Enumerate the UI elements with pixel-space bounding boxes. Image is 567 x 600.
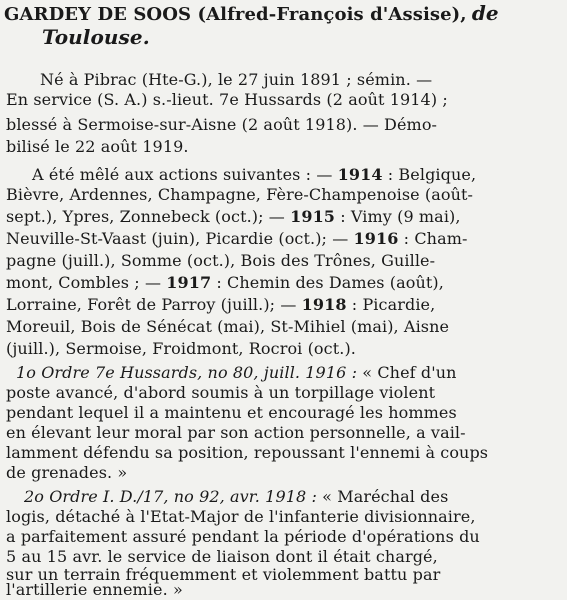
- actions-l3-a: sept.), Ypres, Zonnebeck (oct.); —: [6, 207, 285, 226]
- bio-line-1: Né à Pibrac (Hte-G.), le 27 juin 1891 ; sémin. —: [40, 70, 433, 89]
- citation1-line-1: [16, 363, 457, 382]
- actions-l6-b: : Chemin des Dames (août),: [216, 273, 444, 292]
- citation1-line-3: pendant lequel il a maintenu et encouragé les hommes: [6, 403, 457, 422]
- citation2-line-1: [24, 487, 448, 506]
- bio-line-4: bilisé le 22 août 1919.: [6, 137, 189, 156]
- citation1-ref: 1o Ordre 7e Hussards, no 80, juill. 1916 :: [16, 363, 358, 382]
- year-1915: 1915: [290, 207, 336, 226]
- citation2-ref: 2o Ordre I. D./17, no 92, avr. 1918 :: [24, 487, 317, 506]
- actions-line-9: (juill.), Sermoise, Froidmont, Rocroi (oct.).: [6, 339, 356, 358]
- bio-line-3: blessé à Sermoise-sur-Aisne (2 août 1918). — Démo-: [6, 115, 438, 134]
- bio-line-2: En service (S. A.) s.-lieut. 7e Hussards (2 août 1914) ;: [6, 90, 448, 109]
- actions-line-8: Moreuil, Bois de Sénécat (mai), St-Mihiel (mai), Aisne: [6, 317, 450, 336]
- citation1-line-5: lamment défendu sa position, repoussant l'ennemi à coups: [6, 443, 489, 462]
- year-1914: 1914: [337, 165, 383, 184]
- actions-line-7: [6, 295, 435, 314]
- citation2-l1-rest: « Maréchal des: [322, 487, 449, 506]
- actions-line-4: [6, 229, 467, 248]
- actions-line-1: [32, 165, 476, 184]
- actions-l7-a: Lorraine, Forêt de Parroy (juill.); —: [6, 295, 297, 314]
- citation2-line-2: logis, détaché à l'Etat-Major de l'infanterie divisionnaire,: [6, 507, 476, 526]
- entry-name: GARDEY DE SOOS (Alfred-François d'Assise),: [4, 4, 467, 25]
- entry-city: Toulouse.: [42, 25, 150, 49]
- actions-line-5: pagne (juill.), Somme (oct.), Bois des Trônes, Guille-: [6, 251, 436, 270]
- actions-l1-rest: : Belgique,: [387, 165, 477, 184]
- actions-line-3: [6, 207, 461, 226]
- entry-heading: [4, 1, 499, 25]
- actions-l6-a: mont, Combles ; —: [6, 273, 162, 292]
- citation2-line-6: l'artillerie ennemie. »: [6, 580, 183, 599]
- citation2-line-3: a parfaitement assuré pendant la période d'opérations du: [6, 527, 480, 546]
- entry-de: de: [471, 1, 499, 25]
- actions-line-6: [6, 273, 444, 292]
- actions-l3-b: : Vimy (9 mai),: [340, 207, 461, 226]
- citation1-line-6: de grenades. »: [6, 463, 128, 482]
- actions-l4-b: : Cham-: [403, 229, 468, 248]
- year-1916: 1916: [353, 229, 399, 248]
- citation1-l1-rest: « Chef d'un: [362, 363, 457, 382]
- actions-l7-b: : Picardie,: [351, 295, 436, 314]
- actions-l4-a: Neuville-St-Vaast (juin), Picardie (oct.); —: [6, 229, 349, 248]
- entry-city-line: [42, 25, 150, 49]
- citation1-line-2: poste avancé, d'abord soumis à un torpillage violent: [6, 383, 436, 402]
- actions-intro: A été mêlé aux actions suivantes : —: [32, 165, 333, 184]
- citation2-line-5: sur un terrain fréquemment et violemment battu par: [6, 565, 441, 584]
- citation1-line-4: en élevant leur moral par son action personnelle, a vail-: [6, 423, 466, 442]
- citation2-line-4: 5 au 15 avr. le service de liaison dont il était chargé,: [6, 547, 438, 566]
- year-1918: 1918: [301, 295, 347, 314]
- year-1917: 1917: [166, 273, 212, 292]
- actions-line-2: Bièvre, Ardennes, Champagne, Fère-Champenoise (août-: [6, 185, 474, 204]
